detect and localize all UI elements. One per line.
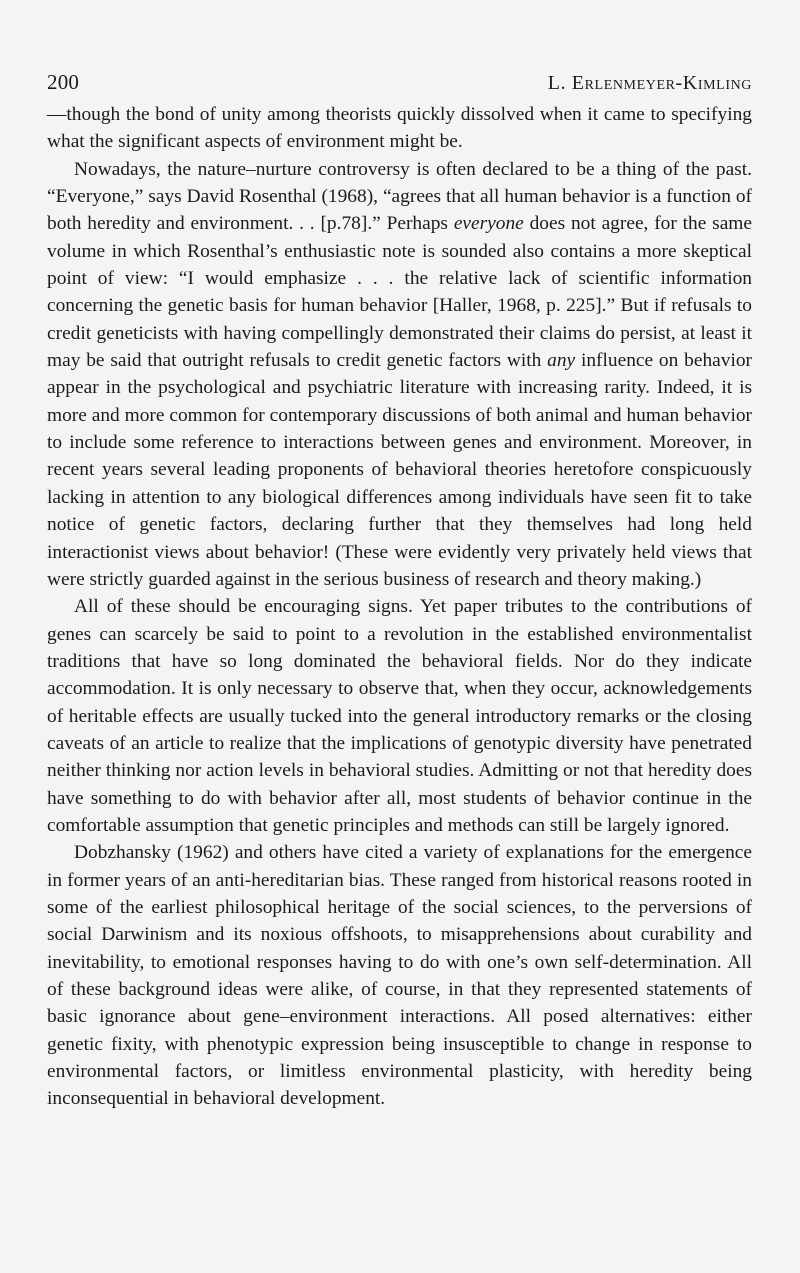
paragraph-dobzhansky: Dobzhansky (1962) and others have cited a variety of explanations for the emergence in former years of an anti-hereditarian bias. These ranged from historical reasons rooted in some of the earliest philosophical heritage of the social sciences, to the perversions of social Darwinism and its noxious offshoots, to misapprehensions about curability and inevitability, to emotional responses having to do with one’s own self-determination. All of these background ideas were alike, of course, in that they represented statements of basic ignorance about gene–environment interactions. All posed alternatives: either genetic fixity, with phenotypic expression being insusceptible to change in response to environmental factors, or limitless environmental plasticity, with heredity being inconsequential in behavioral development. (47, 842, 752, 1110)
paragraph-continuation: —though the bond of unity among theorists quickly dissolved when it came to specifying what the significant aspects of environment might be. (47, 104, 752, 153)
running-head-author: L. Erlenmeyer-Kimling (547, 72, 752, 94)
emphasis-everyone: everyone (453, 213, 524, 235)
page-number: 200 (47, 70, 80, 94)
book-page (47, 68, 752, 1113)
paragraph-text: influence on behavior appear in the psychological and psychiatric literature with increasing rarity. Indeed, it is more and more common for contemporary discussions of both animal and human behavior to include some reference to interactions between genes and environment. Moreover, in recent years several leading proponents of behavioral theories heretofore conspicuously lacking in attention to any biological differences among individuals have seen fit to take notice of genetic factors, declaring further that they themselves had long held interactionist views about behavior! (These were evidently very privately held views that were strictly guarded against in the serious business of research and theory making.) (47, 350, 752, 590)
paragraph-text: Nowadays, the nature–nurture controversy is often declared to be a thing of the past. “Everyone,” says David Rosenthal (1968), “agrees that all human behavior is a function of both heredity and environment. . . [p.78].” Perhaps (47, 158, 752, 235)
running-head (47, 68, 752, 97)
paragraph-nature-nurture (47, 156, 752, 594)
emphasis-any: any (547, 350, 576, 372)
paragraph-text: does not agree, for the same volume in which Rosenthal’s enthusiastic note is sounded also contains a more skeptical point of view: “I would emphasize . . . the relative lack of scientific information concerning the genetic basis for human behavior [Haller, 1968, p. 225].” But if refusals to credit geneticists with having compellingly demonstrated their claims do persist, at least it may be said that outright refusals to credit genetic factors with (47, 213, 752, 372)
paragraph-encouraging-signs: All of these should be encouraging signs. Yet paper tributes to the contributions of genes can scarcely be said to point to a revolution in the established environmentalist traditions that have so long dominated the behavioral fields. Nor do they indicate accommodation. It is only necessary to observe that, when they occur, acknowledgements of heritable effects are usually tucked into the general introductory remarks or the closing caveats of an article to realize that the implications of genotypic diversity have penetrated neither thinking nor action levels in behavioral studies. Admitting or not that heredity does have something to do with behavior after all, most students of behavior continue in the comfortable assumption that genetic principles and methods can still be largely ignored. (47, 596, 752, 836)
body-text (47, 101, 752, 1113)
